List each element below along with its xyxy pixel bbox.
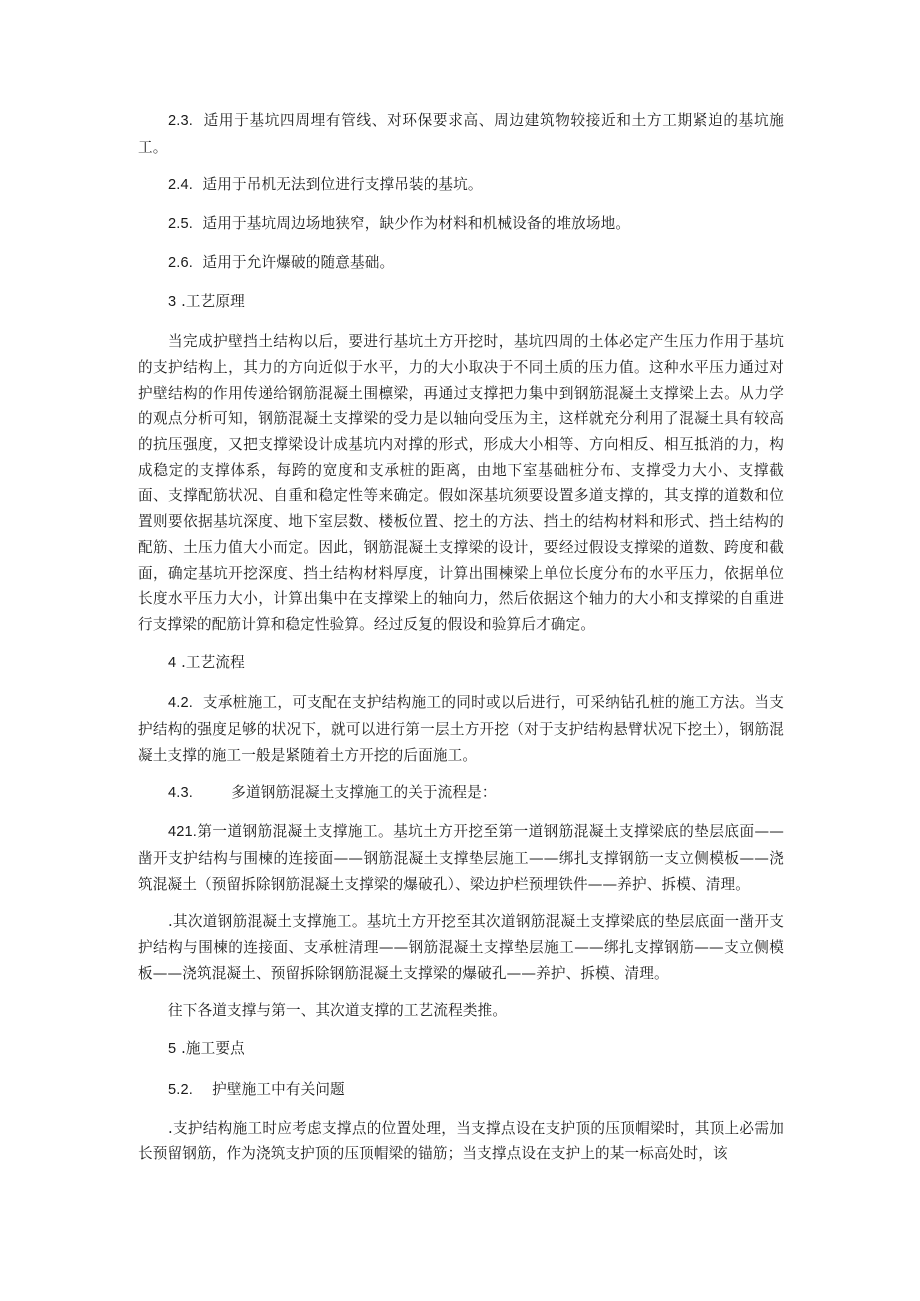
item-text: 支承桩施工，可支配在支护结构施工的同时或以后进行，可采纳钻孔桩的施工方法。当支护结构的强度足够的状况下，就可以进行第一层土方开挖（对于支护结构悬臂状况下挖土），钢筋混凝土支撑的施工一般是紧随着土方开挖的后面施工。 (138, 694, 784, 764)
heading-number: 4 (168, 654, 177, 671)
body-text: .支护结构施工时应考虑支撑点的位置处理，当支撑点设在支护顶的压顶帽梁时，其顶上必需加长预留钢筋，作为浇筑支护顶的压顶帽梁的锚筋；当支撑点设在支护上的某一标高处时，该 (138, 1119, 784, 1163)
heading-number: 3 (168, 293, 177, 310)
heading-text: .工艺流程 (181, 653, 245, 671)
item-number: 2.4. (168, 177, 193, 194)
paragraph-4-2 (138, 690, 784, 768)
paragraph-2-3 (138, 108, 784, 160)
section-heading-4 (138, 650, 784, 677)
paragraph-5-2 (138, 1077, 784, 1104)
item-number: 2.3. (168, 113, 193, 129)
paragraph-process-principle (138, 329, 784, 637)
heading-text: .工艺原理 (181, 292, 245, 310)
item-number: 5.2. (168, 1081, 193, 1098)
item-number: 4.2. (168, 695, 193, 712)
paragraph-4-3 (138, 780, 784, 807)
body-text: 当完成护壁挡土结构以后，要进行基坑土方开挖时，基坑四周的土体必定产生压力作用于基坑的支护结构上，其力的方向近似于水平，力的大小取决于不同土质的压力值。这种水平压力通过对护壁结构的作用传递给钢筋混凝土围檩梁，再通过支撑把力集中到钢筋混凝土支撑梁上去。从力学的观点分析可知，钢筋混凝土支撑梁的受力是以轴向受压为主，这样就充分利用了混凝土具有较高的抗压强度，又把支撑梁设计成基坑内对撑的形式，形成大小相等、方向相反、相互抵消的力，构成稳定的支撑体系，每跨的宽度和支承桩的距离，由地下室基础桩分布、支撑受力大小、支撑截面、支撑配筋状况、自重和稳定性等来确定。假如深基坑须要设置多道支撑的，其支撑的道数和位置则要依据基坑深度、地下室层数、楼板位置、挖土的方法、挡土的结构材料和形式、挡土结构的配筋、土压力值大小而定。因此，钢筋混凝土支撑梁的设计，要经过假设支撑梁的道数、跨度和截面，确定基坑开挖深度、挡土结构材料厚度，计算出围楝梁上单位长度分布的水平压力，依据单位长度水平压力大小，计算出集中在支撑梁上的轴向力，然后依据这个轴力的大小和支撑梁的自重进行支撑梁的配筋计算和稳定性验算。经过反复的假设和验算后才确定。 (138, 333, 784, 633)
item-number: 4.3. (168, 785, 193, 802)
paragraph-421 (138, 819, 784, 897)
item-text: 第一道钢筋混凝土支撑施工。基坑土方开挖至第一道钢筋混凝土支撑梁底的垫层底面——凿开支护结构与围楝的连接面——钢筋混凝土支撑垫层施工——绑扎支撑钢筋一支立侧模板——浇筑混凝土（预留拆除钢筋混凝土支撑梁的爆破孔）、梁边护栏预埋铁件——养护、拆模、清理。 (138, 823, 784, 893)
paragraph-2-4 (138, 172, 784, 199)
item-text: 适用于基坑周边场地狭窄，缺少作为材料和机械设备的堆放场地。 (202, 215, 631, 233)
heading-text: .施工要点 (181, 1040, 245, 1058)
item-text: 多道钢筋混凝土支撑施工的关于流程是： (231, 784, 497, 802)
item-text: 适用于吊机无法到位进行支撑吊装的基坑。 (202, 176, 483, 194)
body-text: .其次道钢筋混凝土支撑施工。基坑土方开挖至其次道钢筋混凝土支撑梁底的垫层底面一凿开支护结构与围楝的连接面、支承桩清理——钢筋混凝土支撑垫层施工——绑扎支撑钢筋——支立侧模板——浇筑混凝土、预留拆除钢筋混凝土支撑梁的爆破孔——养护、拆模、清理。 (138, 913, 784, 982)
item-number: 2.6. (168, 254, 193, 271)
paragraph-2-5 (138, 211, 784, 238)
item-number: 2.5. (168, 216, 193, 233)
item-text: 适用于允许爆破的随意基础。 (202, 253, 395, 271)
paragraph-second-support (138, 909, 784, 986)
item-text: 护壁施工中有关问题 (212, 1080, 345, 1098)
section-heading-5 (138, 1036, 784, 1063)
section-heading-3 (138, 289, 784, 316)
paragraph-2-6 (138, 250, 784, 277)
body-text: 往下各道支撑与第一、其次道支撑的工艺流程类推。 (168, 1002, 508, 1020)
item-number: 421. (168, 824, 198, 841)
heading-number: 5 (168, 1041, 177, 1058)
item-text: 适用于基坑四周埋有管线、对环保要求高、周边建筑物较接近和土方工期紧迫的基坑施工。 (138, 112, 784, 156)
paragraph-next-supports (138, 998, 784, 1024)
paragraph-support-points (138, 1116, 784, 1167)
document-page (138, 108, 784, 1179)
